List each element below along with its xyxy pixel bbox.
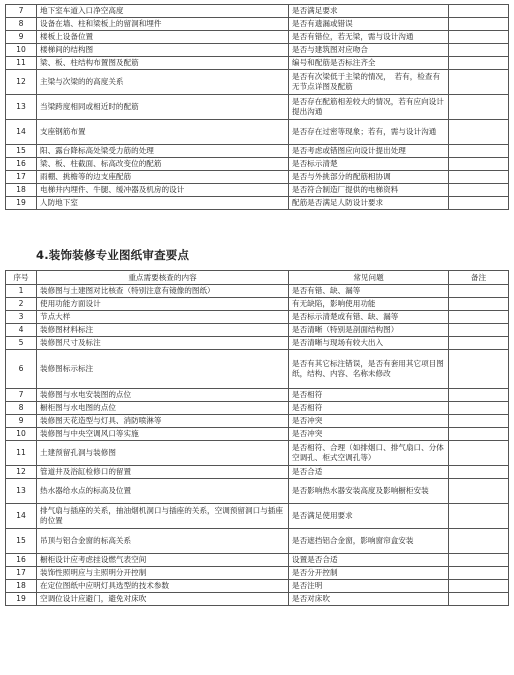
table-row <box>6 350 509 389</box>
row-common-issue: 是否有错位，若无梁，需与设计沟通 <box>289 31 449 44</box>
row-remark <box>449 31 509 44</box>
row-number: 1 <box>6 285 37 298</box>
row-number: 3 <box>6 311 37 324</box>
row-check-item: 管道井及浴缸检修口的留置 <box>37 466 289 479</box>
row-common-issue: 是否有错、缺、漏等 <box>289 285 449 298</box>
row-check-item: 地下室车道入口净空高度 <box>37 5 289 18</box>
table-row <box>6 298 509 311</box>
row-number: 14 <box>6 120 37 145</box>
header-issue: 常见问题 <box>289 271 449 285</box>
row-number: 5 <box>6 337 37 350</box>
row-check-item: 装修图天花造型与灯具、消防喷淋等 <box>37 415 289 428</box>
row-number: 12 <box>6 70 37 95</box>
row-check-item: 主梁与次梁的的高度关系 <box>37 70 289 95</box>
row-remark <box>449 311 509 324</box>
row-common-issue: 是否清晰（特别是剖面结构图） <box>289 324 449 337</box>
row-number: 16 <box>6 158 37 171</box>
row-remark <box>449 466 509 479</box>
row-common-issue: 是否分开控制 <box>289 567 449 580</box>
row-common-issue: 是否合适 <box>289 466 449 479</box>
row-common-issue: 是否与外挑部分的配筋相协调 <box>289 171 449 184</box>
table-row <box>6 18 509 31</box>
row-number: 9 <box>6 31 37 44</box>
row-common-issue: 是否清晰与现场有较大出入 <box>289 337 449 350</box>
row-number: 7 <box>6 5 37 18</box>
header-num: 序号 <box>6 271 37 285</box>
row-common-issue: 是否注明 <box>289 580 449 593</box>
row-remark <box>449 324 509 337</box>
table-row <box>6 145 509 158</box>
row-number: 2 <box>6 298 37 311</box>
table-row <box>6 554 509 567</box>
row-common-issue: 编号和配筋是否标注齐全 <box>289 57 449 70</box>
header-note: 备注 <box>449 271 509 285</box>
row-remark <box>449 158 509 171</box>
row-remark <box>449 285 509 298</box>
row-check-item: 橱柜设计应考虑挂设燃气表空间 <box>37 554 289 567</box>
row-remark <box>449 389 509 402</box>
row-check-item: 人防地下室 <box>37 197 289 210</box>
row-common-issue: 是否与建筑图对应吻合 <box>289 44 449 57</box>
row-remark <box>449 350 509 389</box>
row-remark <box>449 554 509 567</box>
row-common-issue: 是否对床吹 <box>289 593 449 606</box>
row-number: 18 <box>6 580 37 593</box>
row-check-item: 热水器给水点的标高及位置 <box>37 479 289 504</box>
row-remark <box>449 402 509 415</box>
row-check-item: 装修图尺寸及标注 <box>37 337 289 350</box>
row-remark <box>449 529 509 554</box>
table-row <box>6 171 509 184</box>
table-row <box>6 44 509 57</box>
row-remark <box>449 567 509 580</box>
table-row <box>6 120 509 145</box>
decoration-table-body <box>6 285 509 606</box>
row-check-item: 装饰性照明应与主照明分开控制 <box>37 567 289 580</box>
structure-review-table-continued <box>5 4 509 210</box>
table-row <box>6 428 509 441</box>
table-row <box>6 57 509 70</box>
row-common-issue: 是否相符 <box>289 389 449 402</box>
row-remark <box>449 5 509 18</box>
table-row <box>6 70 509 95</box>
row-remark <box>449 171 509 184</box>
table-row <box>6 479 509 504</box>
row-check-item: 梁、板、柱结构布置图及配筋 <box>37 57 289 70</box>
row-check-item: 电梯井内埋件、牛腿、缓冲器及机房的设计 <box>37 184 289 197</box>
row-common-issue: 设置是否合适 <box>289 554 449 567</box>
row-number: 8 <box>6 18 37 31</box>
row-number: 9 <box>6 415 37 428</box>
row-check-item: 雨棚、挑檐等的边支座配筋 <box>37 171 289 184</box>
row-number: 13 <box>6 95 37 120</box>
row-number: 11 <box>6 57 37 70</box>
table-row <box>6 158 509 171</box>
table-row <box>6 504 509 529</box>
table-row <box>6 197 509 210</box>
row-number: 14 <box>6 504 37 529</box>
row-check-item: 楼梯间的结构图 <box>37 44 289 57</box>
row-number: 6 <box>6 350 37 389</box>
row-common-issue: 是否标示清楚或有错、缺、漏等 <box>289 311 449 324</box>
row-check-item: 排气扇与插座的关系，抽油烟机洞口与插座的关系，空调预留洞口与插座的位置 <box>37 504 289 529</box>
table-header-row <box>6 271 509 285</box>
table-row <box>6 593 509 606</box>
row-check-item: 土建预留孔洞与装修图 <box>37 441 289 466</box>
row-number: 12 <box>6 466 37 479</box>
row-common-issue: 有无缺陷，影响使用功能 <box>289 298 449 311</box>
row-check-item: 梁、板、柱截面、标高改变位的配筋 <box>37 158 289 171</box>
row-number: 15 <box>6 145 37 158</box>
row-remark <box>449 57 509 70</box>
row-check-item: 当梁跨度相同或相近时的配筋 <box>37 95 289 120</box>
row-remark <box>449 428 509 441</box>
row-common-issue: 是否考虑或错图应向设计提出处理 <box>289 145 449 158</box>
row-remark <box>449 18 509 31</box>
decoration-review-table <box>5 270 509 606</box>
row-remark <box>449 479 509 504</box>
row-check-item: 橱柜图与水电图的点位 <box>37 402 289 415</box>
row-number: 17 <box>6 567 37 580</box>
structure-table-body <box>6 5 509 210</box>
row-check-item: 使用功能方面设计 <box>37 298 289 311</box>
row-remark <box>449 120 509 145</box>
table-row <box>6 441 509 466</box>
row-number: 10 <box>6 428 37 441</box>
row-remark <box>449 337 509 350</box>
row-number: 15 <box>6 529 37 554</box>
row-common-issue: 是否遮挡铝合金窗，影响窗帘盒安装 <box>289 529 449 554</box>
row-common-issue: 是否符合制造厂提供的电梯资料 <box>289 184 449 197</box>
row-remark <box>449 298 509 311</box>
row-remark <box>449 70 509 95</box>
row-check-item: 楼板上设备位置 <box>37 31 289 44</box>
row-remark <box>449 415 509 428</box>
row-check-item: 装修图标示标注 <box>37 350 289 389</box>
table-row <box>6 285 509 298</box>
row-check-item: 空调位设计应避门，避免对床吹 <box>37 593 289 606</box>
row-check-item: 支座钢筋布置 <box>37 120 289 145</box>
table-row <box>6 389 509 402</box>
row-check-item: 装修图与中央空调风口等实施 <box>37 428 289 441</box>
row-number: 7 <box>6 389 37 402</box>
row-common-issue: 是否影响热水器安装高度及影响橱柜安装 <box>289 479 449 504</box>
row-common-issue: 是否满足使用要求 <box>289 504 449 529</box>
row-remark <box>449 441 509 466</box>
row-check-item: 装修图与土建图对比核查（特别注意有镜像的图纸） <box>37 285 289 298</box>
table-row <box>6 5 509 18</box>
row-common-issue: 是否存在过密等现象；若有，需与设计沟通 <box>289 120 449 145</box>
row-check-item: 装修图材料标注 <box>37 324 289 337</box>
table-row <box>6 466 509 479</box>
table-row <box>6 580 509 593</box>
row-common-issue: 是否冲突 <box>289 415 449 428</box>
table-row <box>6 95 509 120</box>
row-check-item: 装修图与水电安装图的点位 <box>37 389 289 402</box>
row-number: 16 <box>6 554 37 567</box>
row-common-issue: 是否满足要求 <box>289 5 449 18</box>
header-item: 重点需要核查的内容 <box>37 271 289 285</box>
row-common-issue: 配筋是否满足人防设计要求 <box>289 197 449 210</box>
table-row <box>6 184 509 197</box>
table-row <box>6 415 509 428</box>
row-common-issue: 是否存在配筋相差较大的情况，若有应向设计提出沟通 <box>289 95 449 120</box>
row-number: 18 <box>6 184 37 197</box>
section-heading: 4.装饰装修专业图纸审查要点 <box>36 248 190 262</box>
row-number: 4 <box>6 324 37 337</box>
row-check-item: 吊顶与铝合金窗的标高关系 <box>37 529 289 554</box>
table-row <box>6 337 509 350</box>
row-number: 11 <box>6 441 37 466</box>
row-number: 13 <box>6 479 37 504</box>
row-common-issue: 是否标示清楚 <box>289 158 449 171</box>
row-number: 17 <box>6 171 37 184</box>
row-check-item: 在定位图纸中应明灯具选型的技术参数 <box>37 580 289 593</box>
row-remark <box>449 197 509 210</box>
table-row <box>6 529 509 554</box>
row-remark <box>449 44 509 57</box>
table-row <box>6 31 509 44</box>
row-remark <box>449 580 509 593</box>
row-check-item: 阳、露台降标高处梁受力筋的处理 <box>37 145 289 158</box>
row-remark <box>449 184 509 197</box>
row-common-issue: 是否有遗漏或错误 <box>289 18 449 31</box>
row-number: 19 <box>6 593 37 606</box>
row-common-issue: 是否有次梁低于主梁的情况， 若有，检查有无节点详图及配筋 <box>289 70 449 95</box>
row-check-item: 节点大样 <box>37 311 289 324</box>
row-remark <box>449 145 509 158</box>
row-common-issue: 是否相符 <box>289 402 449 415</box>
row-number: 10 <box>6 44 37 57</box>
row-number: 8 <box>6 402 37 415</box>
row-number: 19 <box>6 197 37 210</box>
row-common-issue: 是否有其它标注错误，是否有套用其它项目图纸，结构、内容、名称未修改 <box>289 350 449 389</box>
row-common-issue: 是否相符、合理（如排烟口、排气扇口、分体空调孔、柜式空调孔等） <box>289 441 449 466</box>
row-remark <box>449 95 509 120</box>
table-row <box>6 311 509 324</box>
row-common-issue: 是否冲突 <box>289 428 449 441</box>
table-row <box>6 402 509 415</box>
table-row <box>6 324 509 337</box>
row-check-item: 设备在墙、柱和梁板上的留洞和埋件 <box>37 18 289 31</box>
table-row <box>6 567 509 580</box>
row-remark <box>449 504 509 529</box>
row-remark <box>449 593 509 606</box>
